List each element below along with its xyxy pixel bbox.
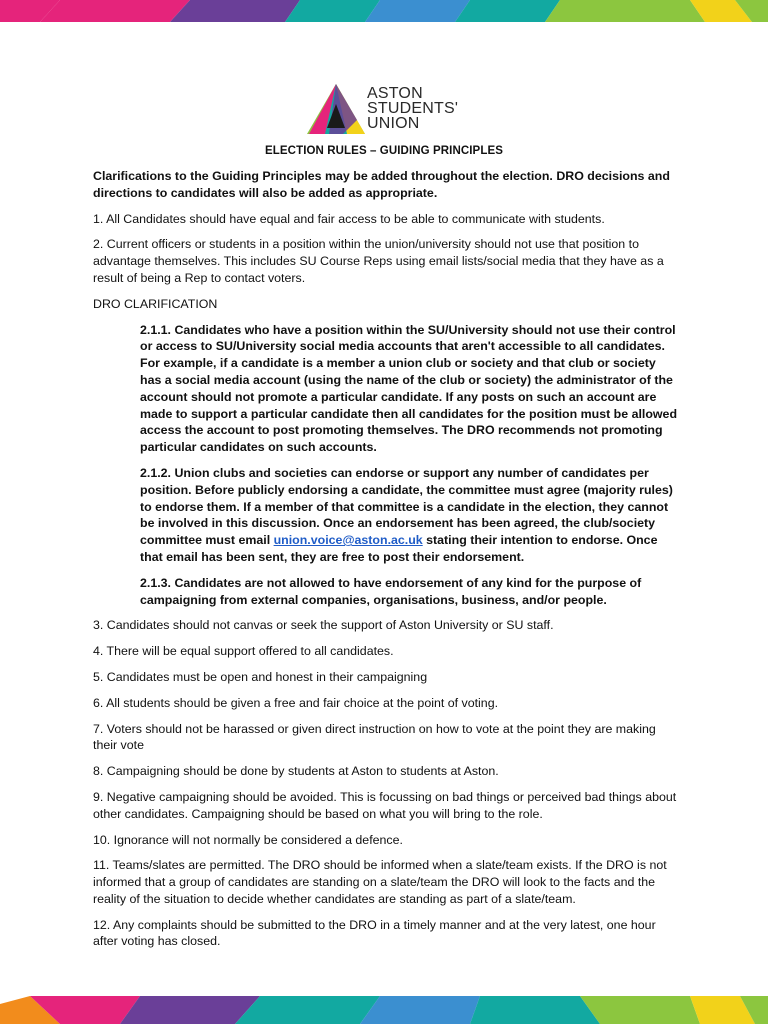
logo-line-1: ASTON xyxy=(367,85,423,102)
union-voice-email-link[interactable]: union.voice@aston.ac.uk xyxy=(273,533,423,548)
logo-line-2: STUDENTS' xyxy=(367,100,459,117)
logo-line-3: UNION xyxy=(367,115,420,132)
rule-1: 1. All Candidates should have equal and fair access to be able to communicate with students. xyxy=(93,211,605,226)
rule-11: 11. Teams/slates are permitted. The DRO should be informed when a slate/team exists. If the DRO is not informed that a group of candidates are standing on a slate/team the DRO will look to the facts and the reality of the situation to decide whether candidates are standing as part of a slate/team. xyxy=(93,858,667,906)
rule-7: 7. Voters should not be harassed or given direct instruction on how to vote at the point they are making their vote xyxy=(93,721,656,753)
clarification-2-1-1: 2.1.1. Candidates who have a position within the SU/University should not use their control or access to SU/University social media accounts that aren't accessible to all candidates. For example, if a candidate is a member a union club or society and that club or society has a social media account (using the name of the club or society) the administrator of the account should not promote a particular candidate. If any posts on such an account are made to support a particular candidate then all candidates for the position must be allowed access the account to post promoting themselves. The DRO recommends not promoting particular candidates on such accounts. xyxy=(140,322,678,455)
rule-12: 12. Any complaints should be submitted to the DRO in a timely manner and at the very latest, one hour after voting has closed. xyxy=(93,917,656,949)
clarification-2-1-2-text-start: 2.1.2. Union clubs and societies can endorse or support any number of candidates per position. Before publicly endorsing a candidate, the committee must agree (majority rules) to endorse them. If a member of that committee is a candidate in the election, they cannot be involved in this discussion. Once an endorsement has been agreed, the club/society committee must email xyxy=(140,465,673,548)
clarification-2-1-2-text-end: stating their intention to endorse. Once that email has been sent, they are free to post their endorsement. xyxy=(140,533,658,564)
rule-9: 9. Negative campaigning should be avoided. This is focussing on bad things or perceived bad things about other candidates. Campaigning should be based on what you will bring to the role. xyxy=(93,789,677,821)
rule-4: 4. There will be equal support offered to all candidates. xyxy=(93,644,394,659)
rule-10: 10. Ignorance will not normally be considered a defence. xyxy=(93,832,403,847)
clarification-2-1-2 xyxy=(140,465,679,566)
rule-2: 2. Current officers or students in a position within the union/university should not use that position to advantage themselves. This includes SU Course Reps using email lists/social media that they have as a result of being a Rep to contact voters. xyxy=(93,237,664,285)
triangle-logo-icon xyxy=(307,84,365,136)
aston-su-logo xyxy=(307,84,462,136)
logo-wordmark xyxy=(367,86,458,131)
document-body xyxy=(93,168,679,959)
dro-clarification-heading: DRO CLARIFICATION xyxy=(93,296,218,311)
top-color-band xyxy=(0,0,768,22)
clarification-2-1-3: 2.1.3. Candidates are not allowed to have endorsement of any kind for the purpose of campaigning from external companies, organisations, business, and/or people. xyxy=(140,575,642,607)
bottom-color-band xyxy=(0,996,768,1024)
rule-6: 6. All students should be given a free and fair choice at the point of voting. xyxy=(93,695,499,710)
intro-paragraph: Clarifications to the Guiding Principles may be added throughout the election. DRO decisions and directions to candidates will also be added as appropriate. xyxy=(93,169,670,200)
document-title: ELECTION RULES – GUIDING PRINCIPLES xyxy=(265,145,503,157)
rule-3: 3. Candidates should not canvas or seek the support of Aston University or SU staff. xyxy=(93,618,554,633)
rule-8: 8. Campaigning should be done by students at Aston to students at Aston. xyxy=(93,764,499,779)
rule-5: 5. Candidates must be open and honest in their campaigning xyxy=(93,669,428,684)
